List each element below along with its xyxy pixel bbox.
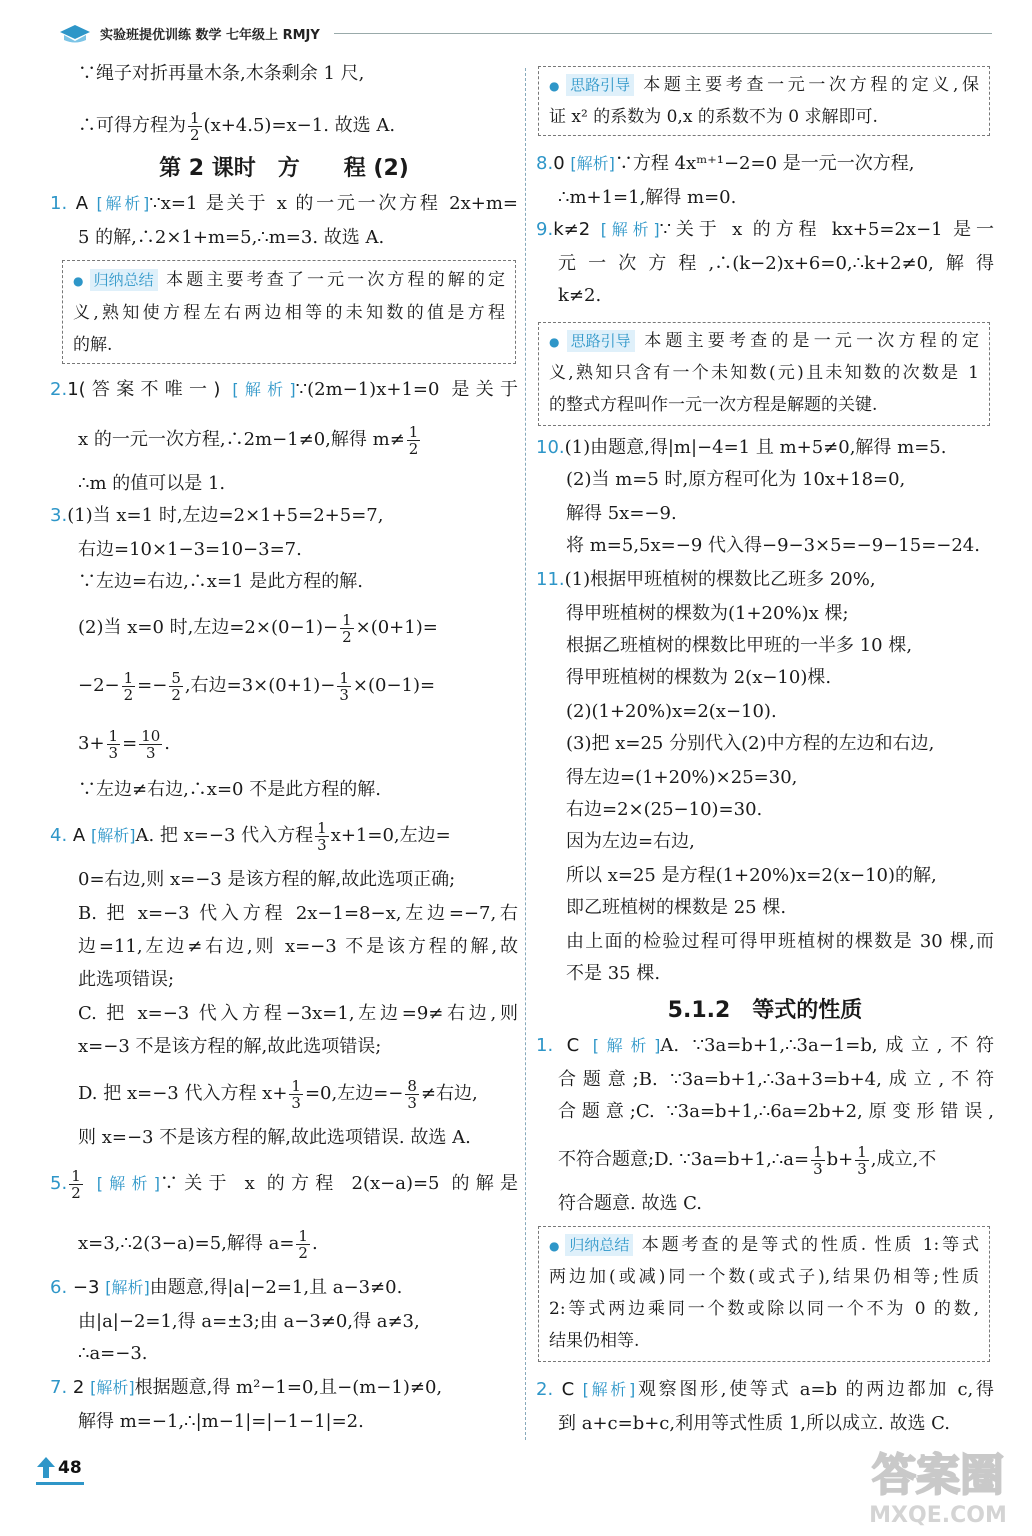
answer-line: x=3,∴2(3−a)=5,解得 a= $\frac{1}{2}$ .: [78, 1226, 318, 1262]
header-rule: [334, 33, 992, 34]
section-title: 第 2 课时 方 程 (2): [159, 156, 409, 181]
text-line: ∵绳子对折再量木条,木条剩余 1 尺,: [78, 63, 365, 84]
answer-line: C. 把 x=−3 代入方程−3x=1,左边=9≠右边,则: [78, 1003, 518, 1024]
page-header: [58, 22, 992, 44]
answer-line: 8.0 [解析]∵方程 4xᵐ⁺¹−2=0 是一元一次方程,: [536, 153, 915, 174]
answer-line: 由|a|−2=1,得 a=±3;由 a−3≠0,得 a≠3,: [78, 1311, 420, 1332]
answer-line: 4. A [解析]A. 把 x=−3 代入方程 $\frac{1}{3}$ x+1=0,左边=: [50, 818, 451, 854]
answer-line: k≠2.: [558, 285, 602, 306]
answer-line: 解得 m=−1,∴|m−1|=|−1−1|=2.: [78, 1411, 364, 1432]
up-arrow-icon: [36, 1456, 56, 1480]
box-line: ● 思路引导 本题主要考查一元一次方程的定义,保: [549, 75, 979, 95]
answer-line: 0=右边,则 x=−3 是该方程的解,故此选项正确;: [78, 869, 456, 890]
answer-line: 符合题意. 故选 C.: [558, 1193, 703, 1214]
answer-line: 由上面的检验过程可得甲班植树的棵数是 30 棵,而: [566, 931, 994, 952]
answer-line: ∴m+1=1,解得 m=0.: [558, 187, 737, 208]
answer-line: 因为左边=右边,: [566, 831, 695, 852]
page-number-text: 48: [58, 1458, 82, 1478]
fraction: $\frac{1}{2}$: [71, 1166, 81, 1202]
box-line: ● 归纳总结 本题考查的是等式的性质. 性质 1:等式: [549, 1235, 979, 1255]
fraction: $\frac{1}{2}$: [408, 422, 419, 458]
answer-line: (2)(1+20%)x=2(x−10).: [566, 701, 777, 722]
answer-line: 右边=2×(25−10)=30.: [566, 799, 763, 820]
answer-line: 3.(1)当 x=1 时,左边=2×1+5=2+5=7,: [50, 505, 384, 526]
book-logo-icon: [58, 22, 92, 44]
answer-line: 此选项错误;: [78, 969, 175, 990]
box-line: 证 x² 的系数为 0,x 的系数不为 0 求解即可.: [549, 107, 878, 127]
header-title: 实验班提优训练 数学 七年级上 RMJY: [100, 27, 320, 43]
answer-line: 元一次方程,∴(k−2)x+6=0,∴k+2≠0,解得: [558, 253, 994, 274]
fraction: $\frac{1}{2}$: [190, 108, 200, 144]
answer-line: (2)当 x=0 时,左边=2×(0−1)− $\frac{1}{2}$ ×(0+1)=: [78, 610, 438, 646]
answer-line: 不是 35 棵.: [566, 963, 661, 984]
box-line: 义,熟知只含有一个未知数(元)且未知数的次数是 1: [549, 363, 979, 383]
answer-line: 1. A [解析]∵x=1 是关于 x 的一元一次方程 2x+m=: [50, 193, 518, 214]
answer-line: 1. C [解析]A. ∵3a=b+1,∴3a−1=b,成立,不符: [536, 1035, 994, 1056]
answer-line: 边=11,左边≠右边,则 x=−3 不是该方程的解,故: [78, 936, 518, 957]
box-line: ● 归纳总结 本题主要考查了一元一次方程的解的定: [73, 270, 506, 290]
answer-line: 解得 5x=−9.: [566, 503, 677, 524]
fraction: $\frac{1}{3}$: [339, 668, 349, 704]
answer-line: 右边=10×1−3=10−3=7.: [78, 539, 302, 560]
box-line: 2:等式两边乘同一个数或除以同一个不为 0 的数,: [549, 1299, 979, 1319]
answer-line: x=−3 不是该方程的解,故此选项错误;: [78, 1036, 382, 1057]
answer-line: 即乙班植树的棵数是 25 棵.: [566, 897, 787, 918]
answer-line: 合题意;C. ∵3a=b+1,∴6a=2b+2,原变形错误,: [558, 1101, 994, 1122]
answer-line: 根据乙班植树的棵数比甲班的一半多 10 棵,: [566, 635, 913, 656]
column-divider: [525, 68, 526, 1440]
answer-line: 则 x=−3 不是该方程的解,故此选项错误. 故选 A.: [78, 1127, 471, 1148]
answer-line: 9.k≠2 [解析]∵关于 x 的方程 kx+5=2x−1 是一: [536, 219, 994, 240]
fraction: $\frac{1}{2}$: [298, 1226, 308, 1262]
answer-line: 到 a+c=b+c,利用等式性质 1,所以成立. 故选 C.: [558, 1413, 951, 1434]
answer-line: 5 的解,∴2×1+m=5,∴m=3. 故选 A.: [78, 227, 385, 248]
answer-line: 6. −3 [解析]由题意,得|a|−2=1,且 a−3≠0.: [50, 1277, 403, 1298]
box-line: 的解.: [73, 335, 113, 355]
answer-line: D. 把 x=−3 代入方程 x+ $\frac{1}{3}$ =0,左边=− $\frac{8}{3}$ ≠右边,: [78, 1076, 478, 1112]
answer-line: 3+ $\frac{1}{3}$ = $\frac{10}{3}$ .: [78, 726, 171, 762]
answer-line: 所以 x=25 是方程(1+20%)x=2(x−10)的解,: [566, 865, 937, 886]
page-number: [36, 1456, 82, 1480]
fraction: $\frac{1}{2}$: [342, 610, 352, 646]
answer-line: 得左边=(1+20%)×25=30,: [566, 767, 798, 788]
guide-box: [538, 66, 990, 136]
answer-line: (3)把 x=25 分别代入(2)中方程的左边和右边,: [566, 733, 935, 754]
box-line: ● 思路引导 本题主要考查的是一元一次方程的定: [549, 331, 979, 351]
box-line: 结果仍相等.: [549, 1331, 640, 1351]
box-line: 两边加(或减)同一个数(或式子),结果仍相等;性质: [549, 1267, 979, 1287]
answer-line: (2)当 m=5 时,原方程可化为 10x+18=0,: [566, 469, 906, 490]
summary-box: [538, 1226, 990, 1362]
answer-line: 得甲班植树的棵数为 2(x−10)棵.: [566, 667, 832, 688]
text-line: ∴可得方程为 $\frac{1}{2}$ (x+4.5)=x−1. 故选 A.: [78, 108, 396, 144]
fraction: $\frac{1}{3}$: [813, 1142, 823, 1178]
answer-line: B. 把 x=−3 代入方程 2x−1=8−x,左边=−7,右: [78, 903, 518, 924]
answer-line: 2.1(答案不唯一) [解析]∵(2m−1)x+1=0 是关于: [50, 379, 518, 400]
answer-line: −2− $\frac{1}{2}$ =− $\frac{5}{2}$ ,右边=3×(0+1)− $\frac{1}{3}$ ×(0−1)=: [78, 668, 436, 704]
fraction: $\frac{10}{3}$: [141, 726, 161, 762]
guide-box: [538, 322, 990, 426]
fraction: $\frac{1}{2}$: [123, 668, 134, 704]
box-line: 义,熟知使方程左右两边相等的未知数的值是方程: [73, 303, 505, 323]
page-number-underline: [36, 1482, 84, 1485]
answer-line: 得甲班植树的棵数为(1+20%)x 棵;: [566, 603, 849, 624]
summary-box: [62, 260, 516, 364]
answer-line: 7. 2 [解析]根据题意,得 m²−1=0,且−(m−1)≠0,: [50, 1377, 443, 1398]
answer-line: 合题意;B. ∵3a=b+1,∴3a+3=b+4,成立,不符: [558, 1069, 994, 1090]
answer-line: 5. $\frac{1}{2}$ [解析]∵关于 x 的方程 2(x−a)=5 的解是: [50, 1166, 518, 1202]
box-line: 的整式方程叫作一元一次方程是解题的关键.: [549, 395, 878, 415]
fraction: $\frac{8}{3}$: [407, 1076, 417, 1112]
answer-line: 将 m=5,5x=−9 代入得−9−3×5=−9−15=−24.: [566, 535, 980, 556]
answer-line: x 的一元一次方程,∴2m−1≠0,解得 m≠ $\frac{1}{2}$: [78, 422, 419, 458]
watermark-main: 答案圈: [872, 1450, 1004, 1501]
fraction: $\frac{1}{3}$: [857, 1142, 867, 1178]
answer-line: 2. C [解析]观察图形,使等式 a=b 的两边都加 c,得: [536, 1379, 994, 1400]
watermark-url: MXQE.COM: [869, 1503, 1007, 1528]
fraction: $\frac{1}{3}$: [291, 1076, 301, 1112]
answer-line: ∴a=−3.: [78, 1343, 148, 1364]
watermark-logo-icon: [858, 1438, 1018, 1530]
fraction: $\frac{1}{3}$: [108, 726, 119, 762]
fraction: $\frac{1}{3}$: [317, 818, 327, 854]
fraction: $\frac{5}{2}$: [171, 668, 181, 704]
answer-line: ∵左边≠右边,∴x=0 不是此方程的解.: [78, 779, 381, 800]
section-title: 5.1.2 等式的性质: [667, 998, 863, 1023]
answer-line: 11.(1)根据甲班植树的棵数比乙班多 20%,: [536, 569, 876, 590]
answer-line: 不符合题意;D. ∵3a=b+1,∴a= $\frac{1}{3}$ b+ $\frac{1}{3}$ ,成立,不: [558, 1142, 937, 1178]
answer-line: 10.(1)由题意,得|m|−4=1 且 m+5≠0,解得 m=5.: [536, 437, 947, 458]
answer-line: ∵左边=右边,∴x=1 是此方程的解.: [78, 571, 363, 592]
answer-line: ∴m 的值可以是 1.: [78, 473, 226, 494]
